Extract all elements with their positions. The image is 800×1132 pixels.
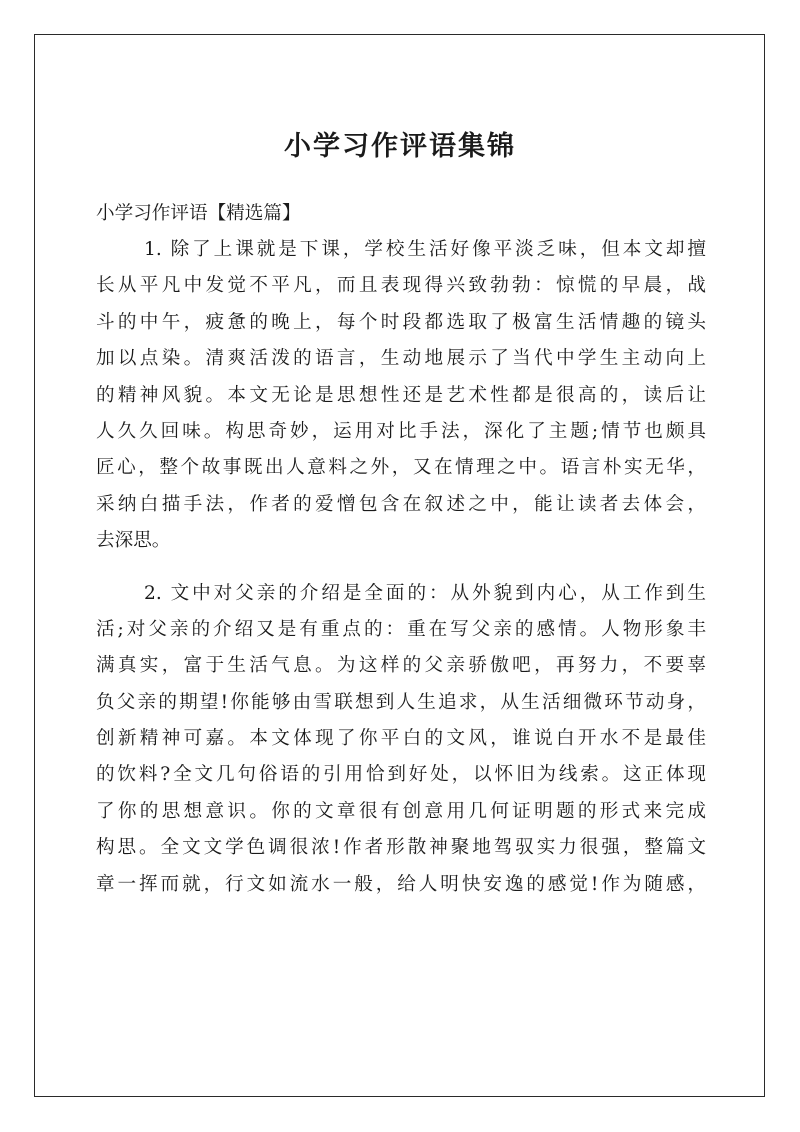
text-line: 负父亲的期望!你能够由雪联想到人生追求，从生活细微环节动身， — [96, 691, 706, 713]
text-line: 人久久回味。构思奇妙，运用对比手法，深化了主题;情节也颇具 — [96, 420, 706, 442]
text-line: 长从平凡中发觉不平凡，而且表现得兴致勃勃：惊慌的早晨，战 — [96, 275, 706, 297]
section-heading: 小学习作评语【精选篇】 — [96, 203, 301, 224]
document-title: 小学习作评语集锦 — [284, 131, 516, 162]
text-line: 匠心，整个故事既出人意料之外，又在情理之中。语言朴实无华， — [96, 457, 706, 479]
paragraph-1 — [96, 232, 706, 560]
text-line: 章一挥而就，行文如流水一般，给人明快安逸的感觉!作为随感， — [96, 873, 706, 895]
text-line: 的饮料?全文几句俗语的引用恰到好处，以怀旧为线索。这正体现 — [96, 764, 706, 786]
text-line: 采纳白描手法，作者的爱憎包含在叙述之中，能让读者去体会， — [96, 493, 706, 515]
text-line: 斗的中午，疲惫的晚上，每个时段都选取了极富生活情趣的镜头 — [96, 311, 706, 333]
paragraph-2 — [96, 576, 706, 904]
text-line: 了你的思想意识。你的文章很有创意用几何证明题的形式来完成 — [96, 800, 706, 822]
text-line: 加以点染。清爽活泼的语言，生动地展示了当代中学生主动向上 — [96, 348, 706, 370]
document-body — [96, 196, 706, 903]
text-line: 构思。全文文学色调很浓!作者形散神聚地驾驭实力很强，整篇文 — [96, 837, 706, 859]
text-line: 满真实，富于生活气息。为这样的父亲骄傲吧，再努力，不要辜 — [96, 655, 706, 677]
text-line: 活;对父亲的介绍又是有重点的：重在写父亲的感情。人物形象丰 — [96, 618, 706, 640]
paragraph-spacer — [96, 560, 706, 576]
text-line: 去深思。 — [96, 530, 171, 552]
text-line: 创新精神可嘉。本文体现了你平白的文风，谁说白开水不是最佳 — [96, 728, 706, 750]
text-line: 1. 除了上课就是下课，学校生活好像平淡乏味，但本文却擅 — [144, 239, 706, 260]
text-line: 2. 文中对父亲的介绍是全面的：从外貌到内心，从工作到生 — [144, 582, 706, 604]
text-line: 的精神风貌。本文无论是思想性还是艺术性都是很高的，读后让 — [96, 384, 706, 406]
